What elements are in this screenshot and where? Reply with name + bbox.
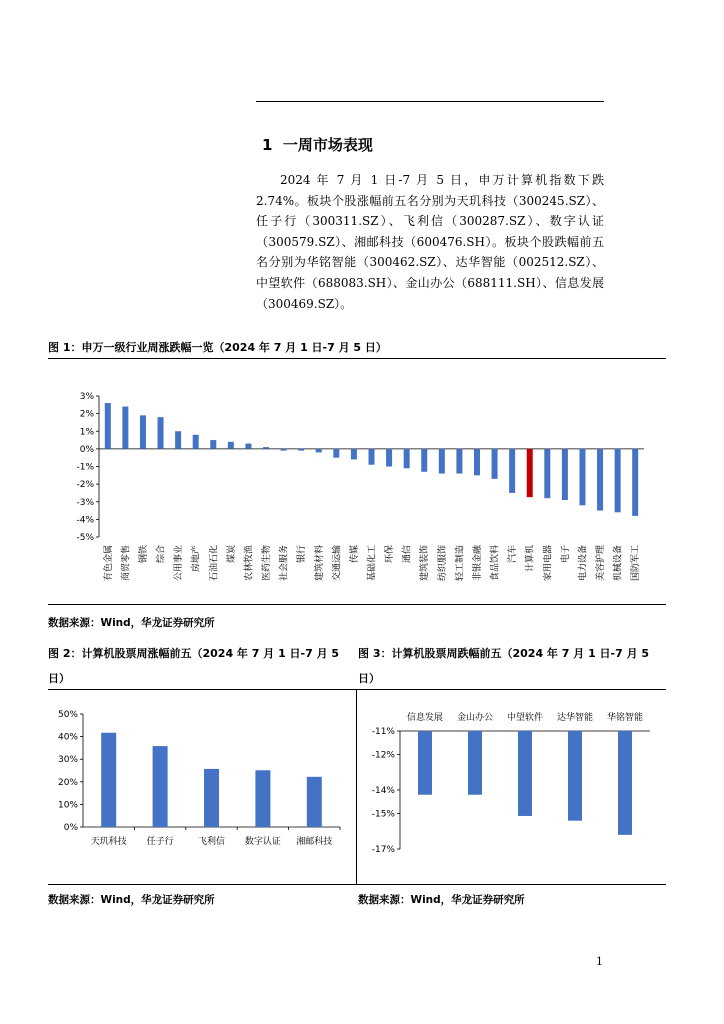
y-tick-label: -4% <box>76 515 94 526</box>
category-label: 汽车 <box>508 545 519 564</box>
category-label: 家用电器 <box>543 545 554 582</box>
bar <box>474 449 480 475</box>
industry-bar-chart <box>48 362 666 602</box>
page-number: 1 <box>596 955 603 968</box>
section-heading <box>262 134 373 155</box>
category-label: 传媒 <box>349 545 360 564</box>
bar <box>153 746 168 827</box>
category-label: 任子行 <box>146 837 174 847</box>
paragraph-text: 2024 年 7 月 1 日-7 月 5 日，申万计算机指数下跌 2.74%。板块个股涨幅前五名分别为天玑科技（300245.SZ）、任子行（300311.SZ）、飞利信（300287.SZ）、数字认证（300579.SZ）、湘邮科技（600476.SH）。板块个股跌幅前五名分别为华铭智能（300462.SZ）、达华智能（002512.SZ）、中望软件（688083.SH）、金山办公（688111.SH）、信息发展（300469.SZ）。 <box>256 173 604 311</box>
category-label: 基础化工 <box>367 545 378 582</box>
bar <box>298 449 304 451</box>
bar <box>579 449 585 505</box>
category-label: 房地产 <box>191 545 202 573</box>
category-label: 钢铁 <box>138 545 149 564</box>
figure1-caption: 图 1：申万一级行业周涨跌幅一览（2024 年 7 月 1 日-7 月 5 日） <box>48 341 387 354</box>
bar <box>418 731 432 795</box>
category-label: 电子 <box>560 545 571 564</box>
body-paragraph <box>256 170 604 314</box>
category-label: 中望软件 <box>506 713 544 723</box>
category-label: 通信 <box>402 545 413 564</box>
bar <box>351 449 357 460</box>
y-tick-label: 40% <box>57 732 78 743</box>
figure23-bottom-rule <box>48 884 666 885</box>
y-tick-label: -15% <box>371 809 395 820</box>
category-label: 医药生物 <box>262 545 273 582</box>
figure2-caption-line1: 图 2：计算机股票周涨幅前五（2024 年 7 月 1 日-7 月 5 <box>48 647 340 660</box>
bar <box>386 449 392 467</box>
bar <box>509 449 515 493</box>
figure3-caption-line1: 图 3：计算机股票周跌幅前五（2024 年 7 月 1 日-7 月 5 <box>358 647 650 660</box>
category-label: 建筑装饰 <box>420 545 431 582</box>
bar <box>518 731 532 816</box>
bar <box>404 449 410 468</box>
category-label: 金山办公 <box>456 713 494 723</box>
bar <box>316 449 322 453</box>
figure3-source: 数据来源：Wind，华龙证券研究所 <box>358 894 525 906</box>
y-tick-label: -2% <box>76 480 94 491</box>
y-tick-label: -12% <box>371 750 395 761</box>
bar <box>544 449 550 498</box>
category-label: 非银金融 <box>472 545 483 582</box>
category-label: 银行 <box>297 545 308 564</box>
y-tick-label: 20% <box>57 777 78 788</box>
bar <box>140 415 146 448</box>
figure1-source: 数据来源：Wind，华龙证券研究所 <box>48 617 215 629</box>
section-number: 1 <box>262 136 273 154</box>
y-tick-label: -17% <box>371 845 395 855</box>
category-label: 有色金属 <box>103 545 114 582</box>
bar <box>568 731 582 821</box>
chart1-bars <box>105 403 638 516</box>
y-tick-label: -5% <box>76 533 94 543</box>
bar <box>255 770 270 827</box>
category-label: 建筑材料 <box>314 545 325 582</box>
bar <box>369 449 375 465</box>
y-tick-label: 0% <box>79 444 94 455</box>
category-label: 交通运输 <box>332 545 343 582</box>
chart1-axes <box>96 396 644 537</box>
y-tick-label: 3% <box>79 392 94 402</box>
bar <box>228 442 234 449</box>
bar <box>101 733 116 827</box>
bar <box>333 449 339 458</box>
figure1-bottom-rule <box>48 604 666 605</box>
category-label: 飞利信 <box>197 837 226 847</box>
category-label: 环保 <box>385 545 396 564</box>
bar <box>439 449 445 474</box>
figure2-source: 数据来源：Wind，华龙证券研究所 <box>48 894 215 906</box>
y-tick-label: 50% <box>57 710 78 720</box>
category-label: 国防军工 <box>631 545 642 582</box>
bar <box>193 435 199 449</box>
y-tick-label: -3% <box>76 497 94 508</box>
bar <box>618 731 632 835</box>
category-label: 食品饮料 <box>490 545 501 582</box>
category-label: 社会服务 <box>279 545 290 582</box>
category-label: 公用事业 <box>174 545 185 582</box>
bar <box>204 769 219 827</box>
bar <box>527 449 533 497</box>
category-label: 综合 <box>156 545 167 564</box>
bar <box>281 449 287 451</box>
y-tick-label: 0% <box>63 823 78 833</box>
category-label: 商贸零售 <box>121 545 132 582</box>
bar <box>632 449 638 516</box>
y-tick-label: -1% <box>76 462 94 473</box>
y-tick-label: 10% <box>57 800 78 811</box>
category-label: 天玑科技 <box>90 837 127 847</box>
figure23-top-rule <box>48 689 666 690</box>
header-rule <box>256 101 604 102</box>
figure23-divider <box>356 690 357 884</box>
y-tick-label: -11% <box>371 727 395 737</box>
bar <box>245 444 251 449</box>
figure3-caption-line2: 日） <box>358 672 380 685</box>
y-tick-label: 30% <box>57 755 78 766</box>
category-label: 纺织服饰 <box>437 545 448 582</box>
bar <box>615 449 621 512</box>
figure1-top-rule <box>48 358 666 359</box>
category-label: 农林牧渔 <box>244 545 255 582</box>
category-label: 美容护理 <box>596 545 607 582</box>
top-losers-chart <box>360 706 660 858</box>
bar <box>105 403 111 449</box>
bar <box>421 449 427 472</box>
category-label: 华铭智能 <box>606 713 644 723</box>
bar <box>122 407 128 449</box>
category-label: 煤炭 <box>226 545 237 564</box>
y-tick-label: -14% <box>371 786 395 796</box>
y-tick-label: 1% <box>79 427 94 438</box>
bar <box>175 431 181 449</box>
category-label: 计算机 <box>525 545 536 573</box>
category-label: 电力设备 <box>578 545 589 582</box>
bar <box>158 417 164 449</box>
category-label: 石油石化 <box>209 545 220 582</box>
section-title: 一周市场表现 <box>282 136 373 154</box>
y-tick-label: 2% <box>79 409 94 420</box>
bar <box>210 440 216 449</box>
category-label: 达华智能 <box>556 713 594 723</box>
category-label: 轻工制造 <box>455 545 466 582</box>
bar <box>456 449 462 474</box>
bar <box>307 777 322 827</box>
top-gainers-chart <box>50 700 350 860</box>
figure2-caption-line2: 日） <box>48 672 70 685</box>
bar <box>492 449 498 479</box>
bar <box>263 447 269 449</box>
category-label: 数字认证 <box>244 837 281 847</box>
bar <box>562 449 568 500</box>
category-label: 机械设备 <box>613 545 624 582</box>
category-label: 湘邮科技 <box>296 837 333 847</box>
category-label: 信息发展 <box>406 713 444 723</box>
bar <box>468 731 482 795</box>
bar <box>597 449 603 511</box>
